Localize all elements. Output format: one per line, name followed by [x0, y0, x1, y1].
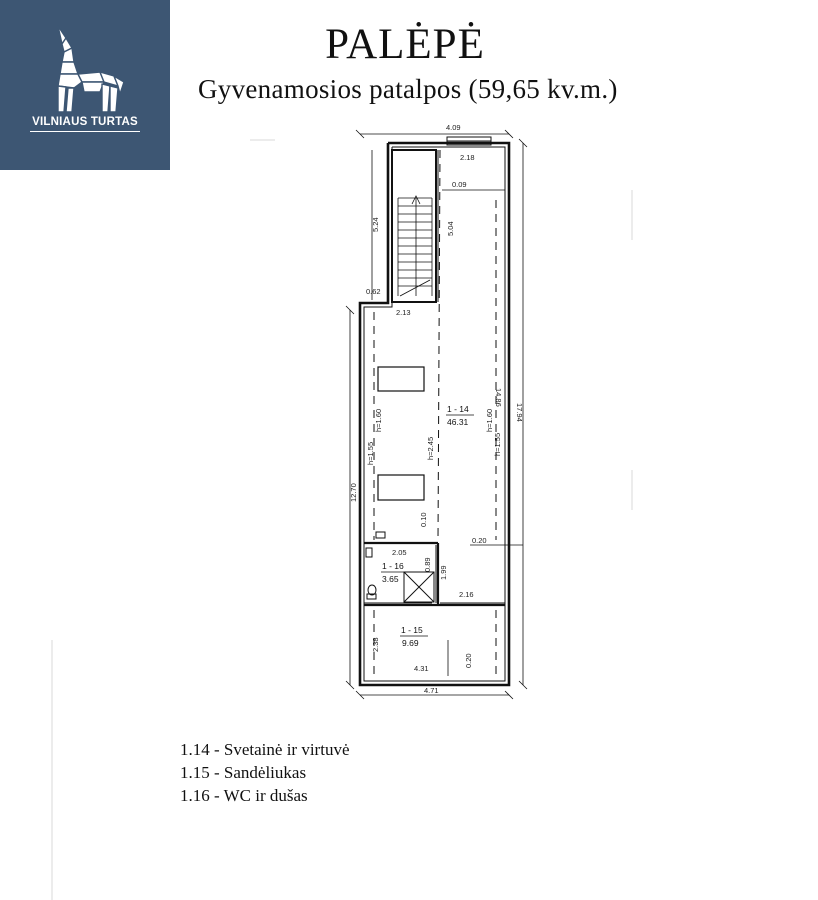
dim-bottom-width: 4.71 [424, 686, 439, 695]
room-label-1-15 [400, 625, 428, 648]
legend-item: 1.14 - Svetainė ir virtuvė [180, 740, 350, 759]
dim-stair-inner: 5.04 [446, 221, 455, 236]
stair-treads [398, 196, 432, 296]
dim-right-width: 2.16 [459, 590, 474, 599]
dim-storage-width: 4.31 [414, 664, 429, 673]
page-subtitle: Gyvenamosios patalpos (59,65 kv.m.) [198, 74, 618, 104]
dim-wc-width: 2.05 [392, 548, 407, 557]
height-left-a: h=1.60 [374, 408, 383, 432]
legend-item: 1.16 - WC ir dušas [180, 786, 308, 805]
height-right-b: h=1.55 [493, 432, 502, 456]
dim-wc-small: 0.89 [423, 557, 432, 572]
dim-long-inner: 14.86 [494, 388, 503, 407]
room-label-1-14 [446, 404, 474, 427]
height-right-a: h=1.60 [485, 408, 494, 432]
room-area: 46.31 [447, 417, 469, 427]
dim-right-offset: 0.20 [472, 536, 487, 545]
height-left-b: h=1.55 [366, 441, 375, 465]
skylights [378, 367, 424, 500]
legend-item: 1.15 - Sandėliukas [180, 763, 307, 782]
dim-left-length: 12.70 [349, 483, 358, 502]
dim-small-offset: 0.09 [452, 180, 467, 189]
dim-stair-width: 2.13 [396, 308, 411, 317]
dim-wc-height: 1.99 [439, 565, 448, 580]
room-area: 9.69 [402, 638, 419, 648]
dim-total-length: 17.94 [515, 403, 524, 422]
room-id: 1 - 15 [401, 625, 423, 635]
dim-wc-offset: 0.10 [419, 512, 428, 527]
room-id: 1 - 16 [382, 561, 404, 571]
dim-stair-outer: 5.24 [371, 217, 380, 232]
room-legend [180, 738, 350, 807]
dim-storage-height: 2.38 [371, 637, 380, 652]
room-id: 1 - 14 [447, 404, 469, 414]
dim-top-inner: 2.18 [460, 153, 475, 162]
page-title-text: PALĖPĖ [325, 21, 485, 68]
shower-tray [404, 572, 434, 602]
room-area: 3.65 [382, 574, 399, 584]
height-center: h=2.45 [426, 436, 435, 460]
storage-slope [374, 610, 496, 676]
brand-name: VILNIAUS TURTAS [32, 116, 138, 128]
dim-stair-offset: 0.62 [366, 287, 381, 296]
stair-enclosure [392, 150, 438, 302]
dim-storage-offset: 0.20 [464, 653, 473, 668]
room-label-1-16 [381, 561, 407, 584]
dim-top-width: 4.09 [446, 123, 461, 132]
